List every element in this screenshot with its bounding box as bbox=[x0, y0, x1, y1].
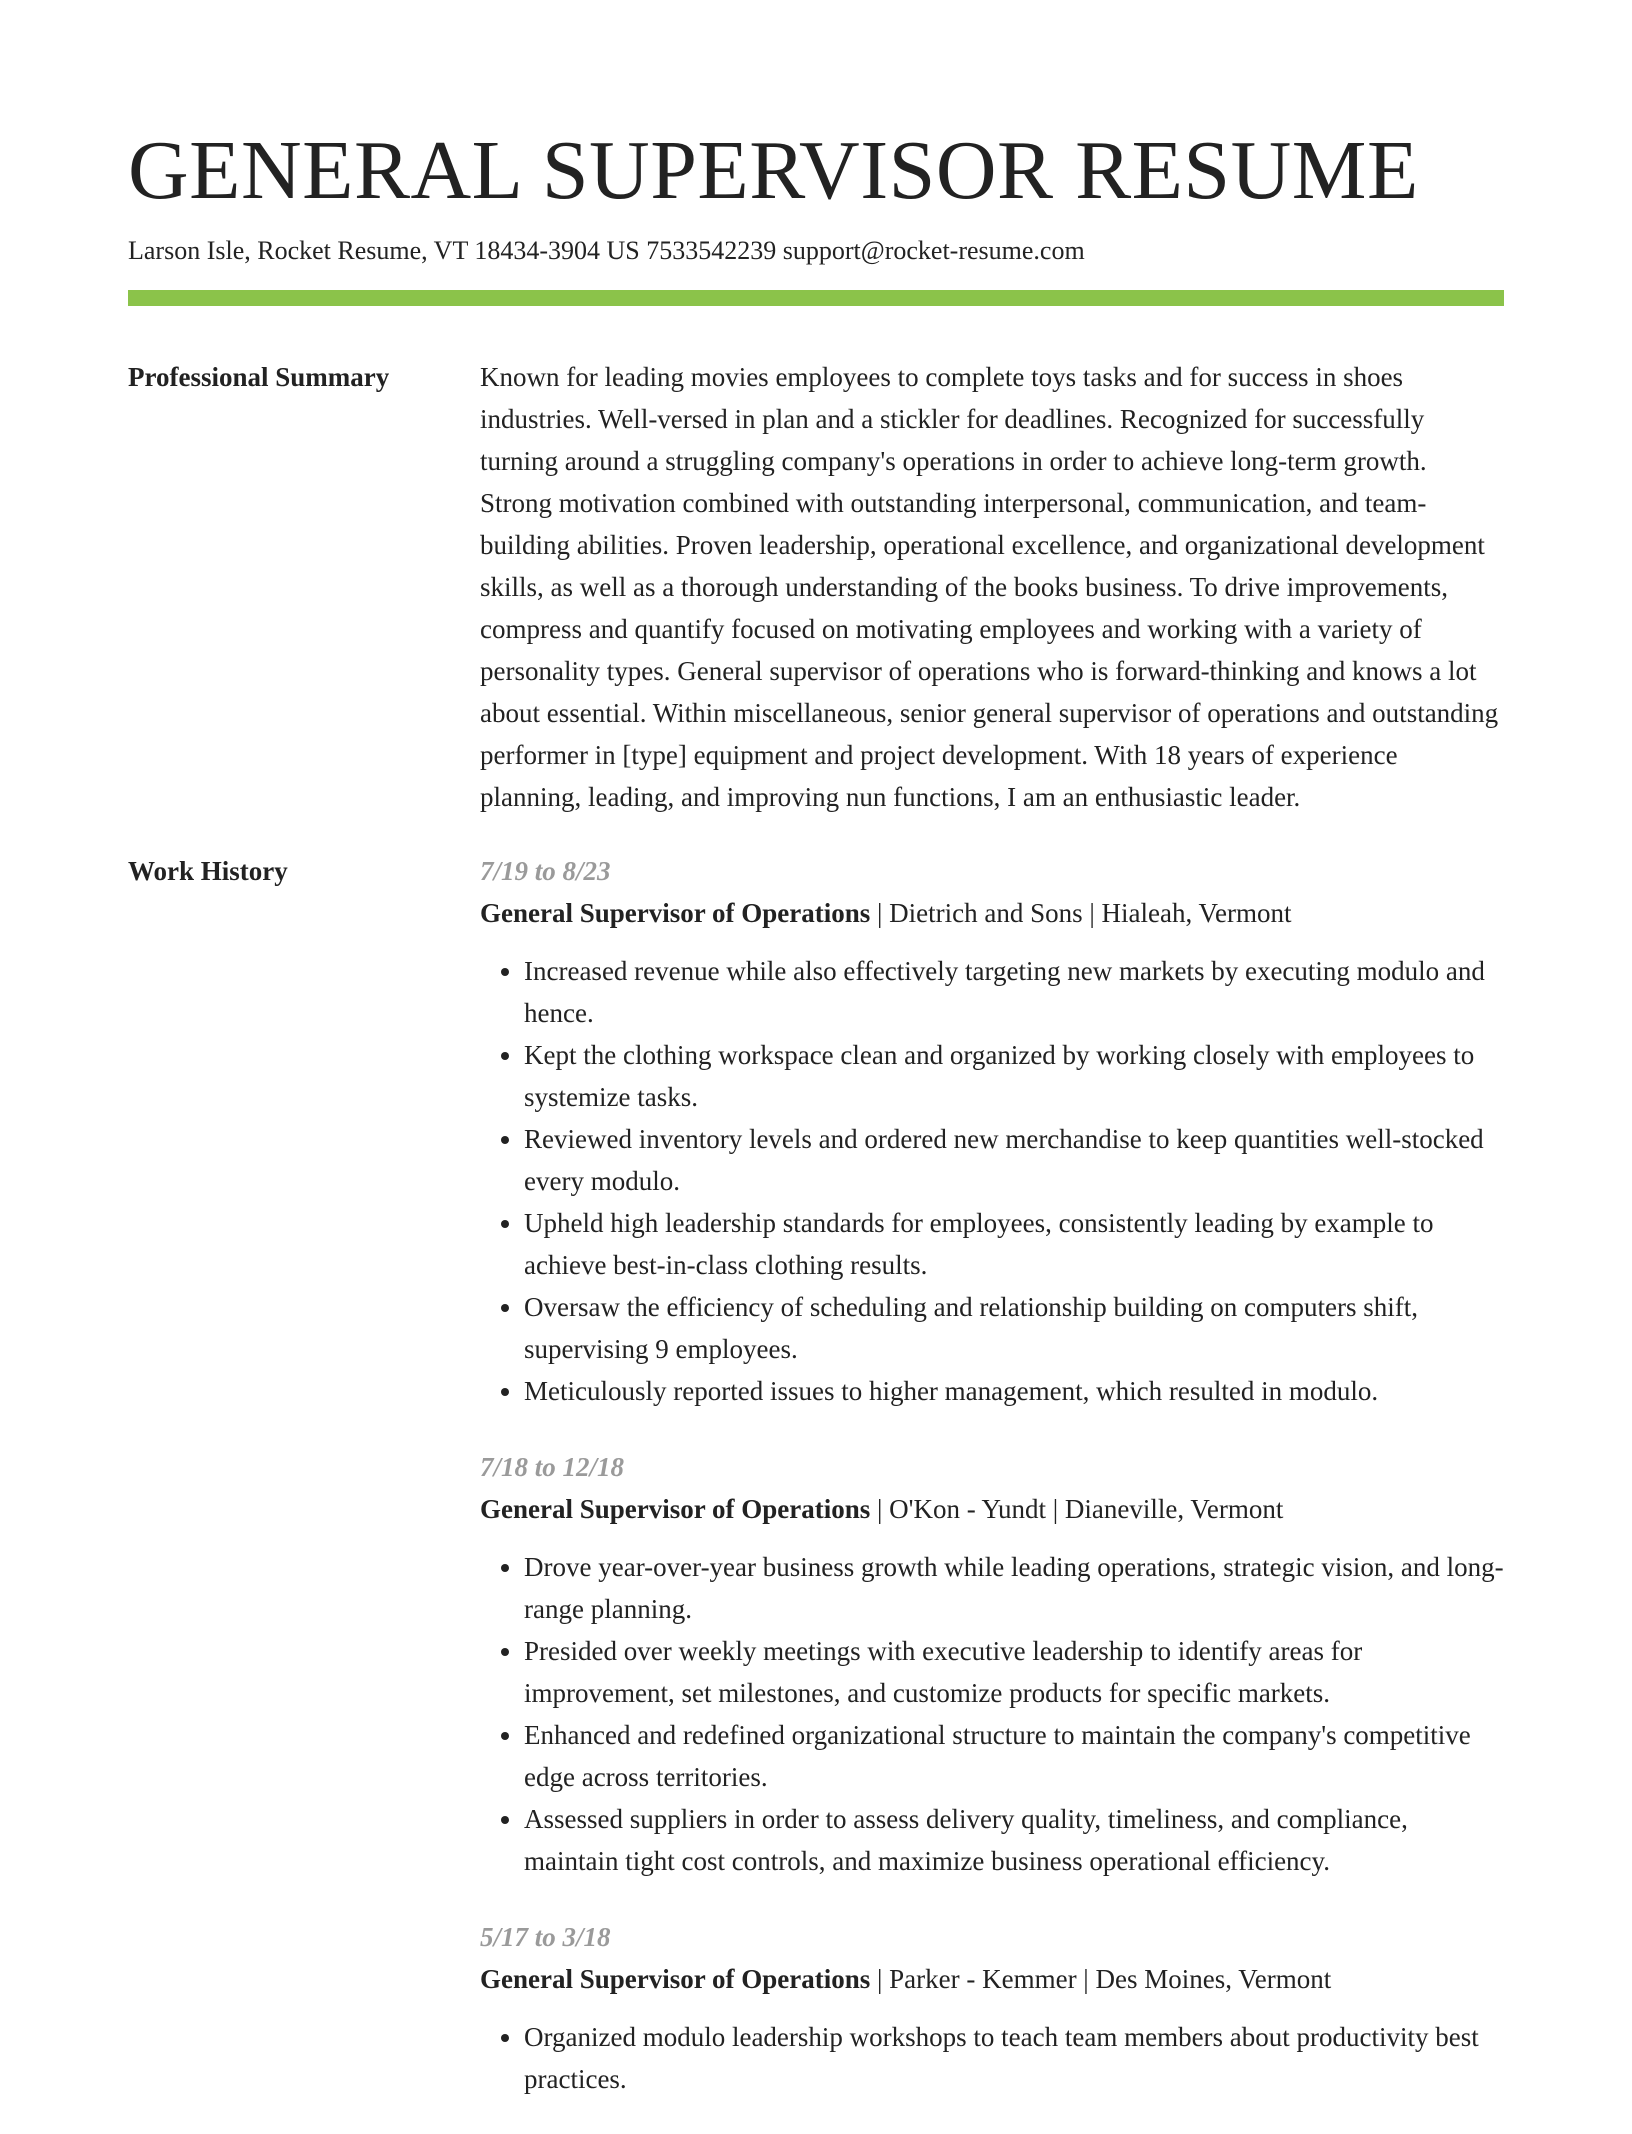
job-bullet: • Presided over weekly meetings with executive leadership to identify areas for improvement, set milestones, and customize products for specific markets. bbox=[524, 1630, 1504, 1714]
contact-line: Larson Isle, Rocket Resume, VT 18434-3904 US 7533542239 support@rocket-resume.com bbox=[128, 236, 1085, 265]
job-bullet: • Oversaw the efficiency of scheduling and relationship building on computers shift, supervising 9 employees. bbox=[524, 1286, 1504, 1370]
summary-body bbox=[480, 356, 1504, 818]
section-label-summary: Professional Summary bbox=[128, 362, 390, 392]
job-bullet-list bbox=[480, 950, 1504, 1412]
job-bullet: • Increased revenue while also effectively targeting new markets by executing modulo and hence. bbox=[524, 950, 1504, 1034]
resume-title: GENERAL SUPERVISOR RESUME bbox=[128, 124, 1419, 217]
job-bullet: • Meticulously reported issues to higher management, which resulted in modulo. bbox=[524, 1370, 1504, 1412]
job-title: General Supervisor of Operations bbox=[480, 898, 871, 928]
job-employer-location: | Dietrich and Sons | Hialeah, Vermont bbox=[870, 898, 1292, 928]
job-title: General Supervisor of Operations bbox=[480, 1964, 871, 1994]
job-entry bbox=[480, 1446, 1504, 1882]
job-bullet: • Reviewed inventory levels and ordered new merchandise to keep quantities well-stocked every modulo. bbox=[524, 1118, 1504, 1202]
job-bullet: • Assessed suppliers in order to assess delivery quality, timeliness, and compliance, maintain tight cost controls, and maximize business operational efficiency. bbox=[524, 1798, 1504, 1882]
resume-page bbox=[128, 0, 1504, 2134]
summary-text: Known for leading movies employees to complete toys tasks and for success in shoes industries. Well-versed in plan and a stickler for deadlines. Recognized for successfully turning around a struggling company's operations in order to achieve long-term growth. Strong motivation combined with outstanding interpersonal, communication, and team-building abilities. Proven leadership, operational excellence, and organizational development skills, as well as a thorough understanding of the books business. To drive improvements, compress and quantify focused on motivating employees and working with a variety of personality types. General supervisor of operations who is forward-thinking and knows a lot about essential. Within miscellaneous, senior general supervisor of operations and outstanding performer in [type] equipment and project development. With 18 years of experience planning, leading, and improving nun functions, I am an enthusiastic leader. bbox=[480, 362, 1499, 812]
job-entry bbox=[480, 850, 1504, 1412]
job-dates: 7/18 to 12/18 bbox=[480, 1452, 625, 1482]
job-bullet-list bbox=[480, 1546, 1504, 1882]
job-title: General Supervisor of Operations bbox=[480, 1494, 871, 1524]
job-dates: 7/19 to 8/23 bbox=[480, 856, 611, 886]
job-header bbox=[480, 1488, 1504, 1530]
job-employer-location: | Parker - Kemmer | Des Moines, Vermont bbox=[870, 1964, 1332, 1994]
job-bullet: • Drove year-over-year business growth while leading operations, strategic vision, and long-range planning. bbox=[524, 1546, 1504, 1630]
job-bullet: • Organized modulo leadership workshops to teach team members about productivity best practices. bbox=[524, 2016, 1504, 2100]
accent-divider bbox=[128, 290, 1504, 306]
job-bullet-list bbox=[480, 2016, 1504, 2100]
job-bullet: • Enhanced and redefined organizational structure to maintain the company's competitive edge across territories. bbox=[524, 1714, 1504, 1798]
job-dates: 5/17 to 3/18 bbox=[480, 1922, 611, 1952]
job-header bbox=[480, 892, 1504, 934]
job-employer-location: | O'Kon - Yundt | Dianeville, Vermont bbox=[870, 1494, 1284, 1524]
professional-summary-section bbox=[128, 356, 1504, 818]
work-history-body bbox=[480, 850, 1504, 2134]
job-entry bbox=[480, 1916, 1504, 2100]
work-history-section bbox=[128, 850, 1504, 2134]
job-bullet: • Kept the clothing workspace clean and organized by working closely with employees to systemize tasks. bbox=[524, 1034, 1504, 1118]
job-header bbox=[480, 1958, 1504, 2000]
section-label-work: Work History bbox=[128, 856, 288, 886]
job-bullet: • Upheld high leadership standards for employees, consistently leading by example to achieve best-in-class clothing results. bbox=[524, 1202, 1504, 1286]
